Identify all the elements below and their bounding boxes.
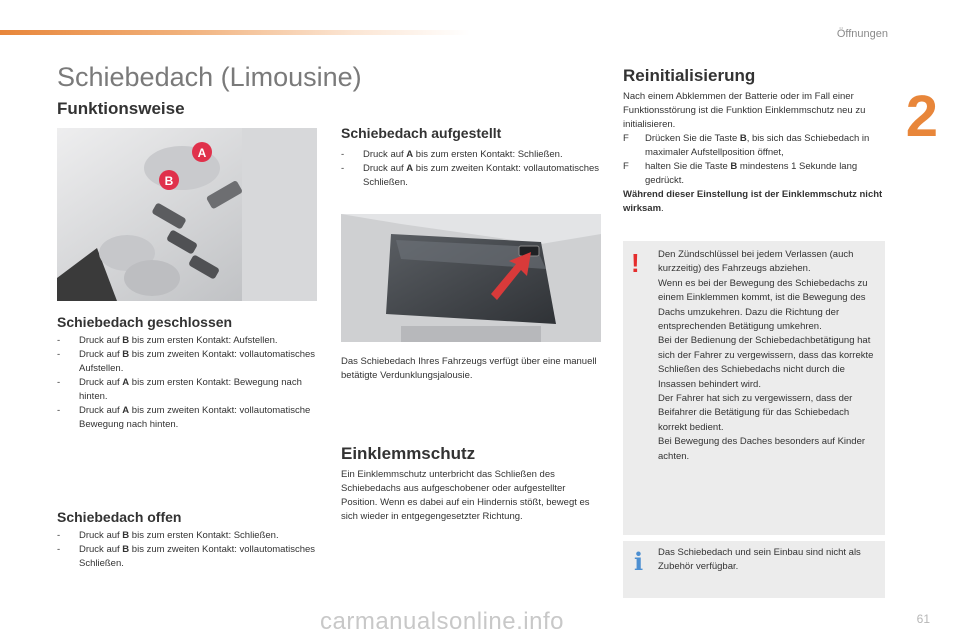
warning-line: Bei Bewegung des Daches besonders auf Kinder achten. bbox=[658, 436, 866, 462]
chapter-label: Öffnungen bbox=[836, 28, 888, 40]
funktionsweise-heading: Funktionsweise bbox=[57, 99, 185, 118]
list-item: - Druck auf B bis zum ersten Kontakt: Schließen. bbox=[57, 530, 279, 541]
geschlossen-heading: Schiebedach geschlossen bbox=[57, 314, 233, 330]
reinit-step: F Drücken Sie die Taste B, bis sich das Schiebedach in maximaler Aufstellposition öffnet, bbox=[623, 133, 870, 158]
list-item: - Druck auf B bis zum zweiten Kontakt: vollautomatisches Schließen. bbox=[57, 544, 316, 569]
label-b: B bbox=[164, 174, 174, 188]
reinit-note: Während dieser Einstellung ist der Einklemmschutz nicht wirksam. bbox=[623, 189, 883, 214]
reinit-block bbox=[623, 90, 888, 216]
warning-icon: ! bbox=[631, 248, 640, 278]
warning-text bbox=[658, 248, 880, 464]
reinit-intro: Nach einem Abklemmen der Batterie oder im Fall einer Funktionsstörung ist die Funktion Einklemmschutz neu zu initialisieren. bbox=[623, 91, 866, 130]
warning-line: Bei der Bedienung der Schiebedachbetätigung hat sich der Fahrer zu vergewissern, dass das korrekte Schließen des Schiebedachs nicht durch die Insassen behindert wird. bbox=[658, 335, 874, 390]
label-a: A bbox=[197, 146, 207, 160]
aufgestellt-heading: Schiebedach aufgestellt bbox=[341, 125, 502, 141]
einklemm-text: Ein Einklemmschutz unterbricht das Schließen des Schiebedachs aus aufgeschobener oder aufgestellter Position. Wenn es dabei auf ein Hindernis stößt, bewegt es sich wieder in entgegengesetzter Richtung. bbox=[341, 469, 590, 522]
list-item: - Druck auf A bis zum ersten Kontakt: Bewegung nach hinten. bbox=[57, 377, 302, 402]
roof-controls-illustration bbox=[57, 128, 317, 301]
offen-heading: Schiebedach offen bbox=[57, 509, 182, 525]
offen-list bbox=[57, 529, 317, 571]
list-item: - Druck auf B bis zum ersten Kontakt: Aufstellen. bbox=[57, 335, 278, 346]
list-item: - Druck auf B bis zum zweiten Kontakt: vollautomatisches Aufstellen. bbox=[57, 349, 316, 374]
sunroof-illustration bbox=[341, 214, 601, 342]
page-title: Schiebedach (Limousine) bbox=[57, 62, 362, 92]
sunroof-image bbox=[341, 214, 601, 342]
list-item: - Druck auf A bis zum ersten Kontakt: Schließen. bbox=[341, 149, 563, 160]
chapter-number: 2 bbox=[905, 84, 938, 149]
page-number: 61 bbox=[916, 612, 930, 626]
watermark: carmanualsonline.info bbox=[320, 608, 564, 635]
aufgestellt-list bbox=[341, 148, 603, 190]
roof-controls-image bbox=[57, 128, 317, 301]
info-text: Das Schiebedach und sein Einbau sind nicht als Zubehör verfügbar. bbox=[658, 547, 861, 572]
warning-line: Den Zündschlüssel bei jedem Verlassen (auch kurzzeitig) des Fahrzeugs abziehen. bbox=[658, 249, 854, 275]
reinit-heading: Reinitialisierung bbox=[623, 66, 756, 85]
aufgestellt-caption: Das Schiebedach Ihres Fahrzeugs verfügt über eine manuell betätigte Verdunklungsjalousie. bbox=[341, 356, 597, 381]
einklemm-heading: Einklemmschutz bbox=[341, 444, 476, 463]
list-item: - Druck auf A bis zum zweiten Kontakt: vollautomatisches Schließen. bbox=[341, 163, 600, 188]
list-item: - Druck auf A bis zum zweiten Kontakt: vollautomatische Bewegung nach hinten. bbox=[57, 405, 311, 430]
geschlossen-list bbox=[57, 334, 317, 432]
reinit-step: F halten Sie die Taste B mindestens 1 Sekunde lang gedrückt. bbox=[623, 161, 858, 186]
warning-line: Der Fahrer hat sich zu vergewissern, dass der Beifahrer die Betätigung für das Schiebedach korrekt bedient. bbox=[658, 393, 853, 433]
warning-line: Wenn es bei der Bewegung des Schiebedachs zu einem Einklemmen kommt, ist die Bewegung des Dachs umzukehren. Dazu die Richtung der entsprechenden Betätigung umkehren. bbox=[658, 277, 868, 333]
info-icon: i bbox=[634, 547, 644, 576]
header-accent-bar bbox=[0, 30, 470, 35]
